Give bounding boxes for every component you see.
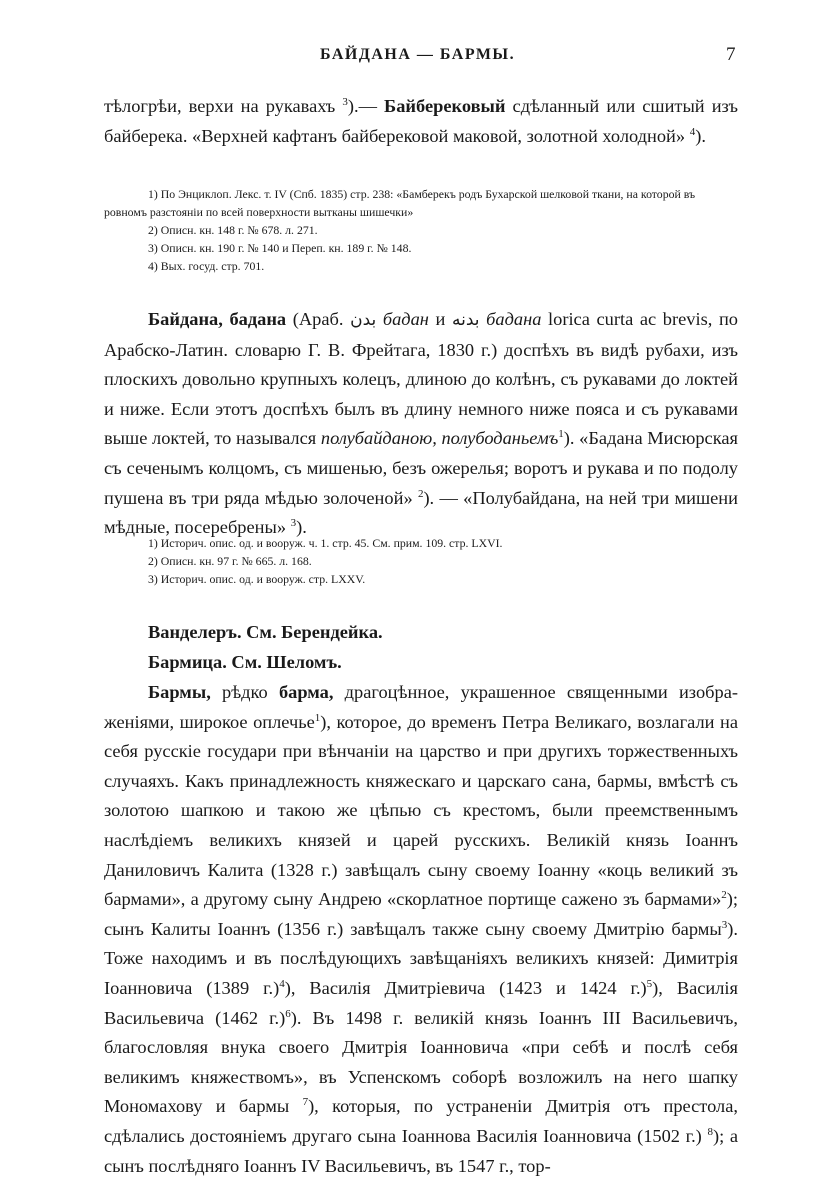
paragraph-baiberekovyi: тѣлогрѣи, верхи на рукавахъ $^3$).— Байберековый сдѣланный или сшитый изъ байберека. «Верхней кафтанъ байберековой маковой, золотной холодной» $^4$). [104,95,739,146]
continuation-paragraph [104,92,738,151]
term-barmy: Бармы, [148,682,211,702]
footnote: 2) Описн. кн. 97 г. № 665. л. 168. [148,554,312,568]
running-head: БАЙДАНА — БАРМЫ. [320,46,516,63]
term-baidana: Байдана, бадана [148,309,287,329]
entry-barmy [104,678,738,1181]
footnote: 2) Описн. кн. 148 г. № 678. л. 271. [148,223,318,237]
footnote: 1) По Энциклоп. Лекс. т. IV (Спб. 1835) стр. 238: «Бамберекъ родъ Бухарской шелковой ткани, на которой въ ровномъ разстояніи по всей поверхности вытканы шишечки» [104,187,696,219]
footnote: 3) Описн. кн. 190 г. № 140 и Переп. кн. 189 г. № 148. [148,241,412,255]
footnotes-group-2 [104,534,738,588]
entry-baidana [104,305,738,543]
entry-vandeler: Ванделеръ. См. Берендейка. [148,622,383,642]
term-barma: барма, [278,682,334,702]
page-number: 7 [726,44,736,65]
arabic-word: بدنه [452,310,480,330]
footnote: 4) Вых. госуд. стр. 701. [148,259,265,273]
footnotes-group-1 [104,185,738,275]
term-baiberekovyi: Байберековый [384,96,506,116]
cross-reference-entries [104,618,738,677]
entry-barmitsa: Бармица. См. Шеломъ. [148,651,342,672]
paragraph-barmy: Бармы, рѣдко барма, драгоцѣнное, украшенное священными изображеніями, широкое оплечье$^1$), которое, до временъ Петра Великаго, возлагали на себя русскіе государи при вѣнчаніи на царство и при другихъ торжественныхъ случаяхъ. Какъ принадлежность княжескаго и царскаго сана, бармы, вмѣстѣ съ золотою шапкою и такою же цѣпью съ крестомъ, были преемственнымъ наслѣдіемъ великихъ князей и царей русскихъ. Великій князь Іоаннъ Даниловичъ Калита (1328 г.) завѣщалъ сыну своему Іоанну «коць великий зъ бармами», а другому сыну Андрею «скорлатное портище сажено зъ бармами»$^2$); сынъ Калиты Іоаннъ (1356 г.) завѣщалъ также сыну своему Дмитрію бармы$^3$). Тоже находимъ и въ послѣдующихъ завѣщаніяхъ великихъ князей: Димитрія Іоанновича (1389 г.)$^4$), Василія Дмитріевича (1423 и 1424 г.)$^5$), Василія Васильевича (1462 г.)$^6$). Въ 1498 г. великій князь Іоаннъ III Васильевичъ, благословляя внука своего Дмитрія Іоанновича «при себѣ и послѣ себя великимъ княжествомъ», въ Успенскомъ соборѣ возложилъ на него шапку Мономахову и бармы $^7$), которыя, по устраненіи Дмитрія отъ престола, сдѣлались достояніемъ другаго сына Іоаннова Василія Іоанновича (1502 г.) $^8$); а сынъ послѣдняго Іоаннъ IV Васильевичъ, въ 1547 г., тор- [104,682,739,1176]
footnote: 1) Историч. опис. од. и вооруж. ч. 1. стр. 45. См. прим. 109. стр. LXVI. [148,536,503,550]
footnote: 3) Историч. опис. од. и вооруж. стр. LXXV. [148,572,366,586]
arabic-word: بدن [350,310,377,330]
paragraph-baidana: Байдана, бадана (Араб. بدن бадан и بدنه бадана lorica curta ac brevis, по Арабско-Латин. словарю Г. В. Фрейтага, 1830 г.) доспѣхъ въ видѣ рубахи, изъ плоскихъ довольно крупныхъ колецъ, длиною до колѣнъ, съ рукавами до локтей и ниже. Если этотъ доспѣхъ былъ въ длину немного ниже пояса и съ рукавами выше локтей, то назывался полубайданою, полубоданьемъ$^1$). «Бадана Мисюрская съ сеченымъ колцомъ, съ мишенью, безъ ожерелья; воротъ и рукава и по подолу пушена въ три ряда мѣдью золоченой» $^2$). — «Полубайдана, на ней три мишени мѣдные, посеребрены» $^3$). [104,309,739,538]
